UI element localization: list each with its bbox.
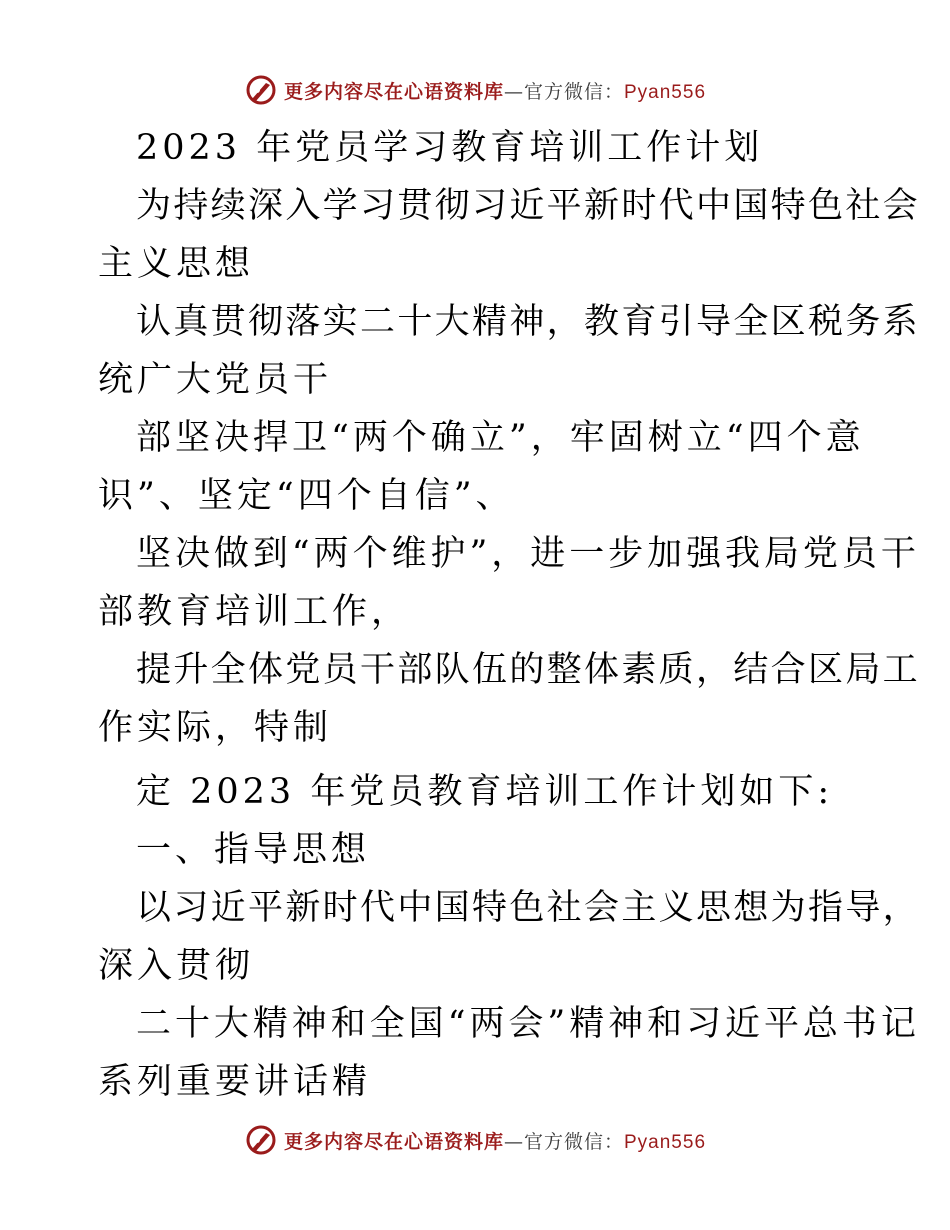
document-title: 2023 年党员学习教育培训工作计划 — [136, 128, 764, 168]
paragraph-line: 深入贯彻 — [98, 946, 255, 986]
paragraph-line: 为持续深入学习贯彻习近平新时代中国特色社会 — [136, 186, 921, 226]
paragraph-line: 认真贯彻落实二十大精神，教育引导全区税务系 — [136, 302, 921, 342]
watermark-wechat-label: 官方微信： — [523, 1130, 624, 1153]
watermark-wechat-id: Pyan556 — [624, 81, 707, 103]
section-heading: 一、指导思想 — [136, 830, 371, 870]
footer-watermark — [0, 1120, 950, 1160]
paragraph-line: 统广大党员干 — [98, 360, 333, 400]
paragraph-line: 定 2023 年党员教育培训工作计划如下: — [136, 772, 834, 812]
paragraph-line: 坚决做到“两个维护”，进一步加强我局党员干 — [136, 534, 920, 574]
watermark-brand: 更多内容尽在心语资料库 — [283, 80, 504, 103]
paragraph-line: 二十大精神和全国“两会”精神和习近平总书记 — [136, 1004, 920, 1044]
watermark-separator: — — [503, 80, 524, 103]
watermark-wechat-label: 官方微信： — [523, 80, 624, 103]
paragraph-line: 部教育培训工作， — [98, 592, 411, 632]
watermark-separator: — — [503, 1130, 524, 1153]
paragraph-line: 部坚决捍卫“两个确立”，牢固树立“四个意 — [136, 418, 865, 458]
paragraph-line: 提升全体党员干部队伍的整体素质，结合区局工 — [136, 650, 921, 690]
paragraph-line: 主义思想 — [98, 244, 255, 284]
paragraph-line: 系列重要讲话精 — [98, 1062, 372, 1102]
paragraph-line: 作实际，特制 — [98, 708, 333, 748]
watermark-text — [284, 1127, 706, 1154]
paragraph-line: 以习近平新时代中国特色社会主义思想为指导， — [136, 888, 921, 928]
pen-logo-icon — [244, 1123, 278, 1157]
watermark-wechat-id: Pyan556 — [624, 1131, 707, 1153]
paragraph-line: 识”、坚定“四个自信”、 — [98, 476, 515, 516]
watermark-brand: 更多内容尽在心语资料库 — [283, 1130, 504, 1153]
